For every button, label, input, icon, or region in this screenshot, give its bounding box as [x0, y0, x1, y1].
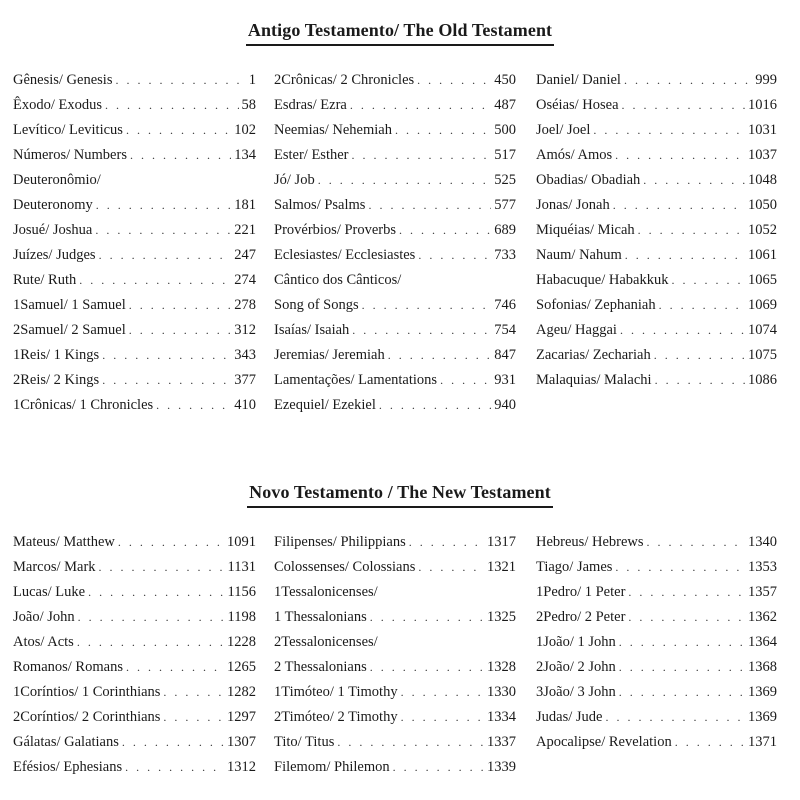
page-number: 577 — [494, 197, 516, 213]
toc-entry — [274, 555, 516, 580]
toc-entry — [274, 393, 516, 418]
book-name: 1João/ 1 John — [536, 634, 616, 650]
toc-entry — [274, 243, 516, 268]
toc-entry — [13, 93, 256, 118]
dot-leader — [88, 580, 224, 605]
toc-entry — [274, 193, 516, 218]
dot-leader — [393, 755, 484, 780]
toc-entry — [274, 368, 516, 393]
page-number: 410 — [234, 397, 256, 413]
book-name: Gálatas/ Galatians — [13, 734, 119, 750]
toc-entry — [13, 168, 256, 193]
page-number: 1330 — [487, 684, 516, 700]
dot-leader — [102, 368, 231, 393]
book-name: 1Samuel/ 1 Samuel — [13, 297, 126, 313]
book-name: Zacarias/ Zechariah — [536, 347, 651, 363]
page-number: 1065 — [748, 272, 777, 288]
dot-leader — [379, 393, 491, 418]
dot-leader — [125, 755, 224, 780]
book-name: 1Reis/ 1 Kings — [13, 347, 100, 363]
book-name: Rute/ Ruth — [13, 272, 77, 288]
dot-leader — [605, 705, 745, 730]
book-name: 2João/ 2 John — [536, 659, 616, 675]
book-name: Lucas/ Luke — [13, 584, 86, 600]
toc-entry — [536, 655, 777, 680]
book-name: Filipenses/ Philippians — [274, 534, 406, 550]
toc-entry — [274, 655, 516, 680]
page-number: 1198 — [227, 609, 256, 625]
book-name: Mateus/ Matthew — [13, 534, 115, 550]
page-number: 1048 — [748, 172, 777, 188]
toc-entry — [536, 605, 777, 630]
book-name: Isaías/ Isaiah — [274, 322, 350, 338]
toc-entry — [536, 580, 777, 605]
dot-leader — [126, 655, 224, 680]
dot-leader — [126, 118, 231, 143]
toc-entry — [536, 193, 777, 218]
dot-leader — [654, 343, 745, 368]
toc-entry — [536, 368, 777, 393]
book-name: Hebreus/ Hebrews — [536, 534, 644, 550]
dot-leader — [118, 530, 224, 555]
dot-leader — [675, 730, 745, 755]
page-number: 1086 — [748, 372, 777, 388]
page-number: 1321 — [487, 559, 516, 575]
dot-leader — [99, 555, 225, 580]
dot-leader — [615, 555, 745, 580]
page-number: 134 — [234, 147, 256, 163]
page-number: 1328 — [487, 659, 516, 675]
toc-entry — [13, 680, 256, 705]
dot-leader — [655, 368, 745, 393]
dot-leader — [388, 343, 492, 368]
book-name: Jonas/ Jonah — [536, 197, 610, 213]
book-name: 2Crônicas/ 2 Chronicles — [274, 72, 415, 88]
dot-leader — [370, 655, 484, 680]
page-number: 377 — [234, 372, 256, 388]
dot-leader — [318, 168, 492, 193]
book-name: Oséias/ Hosea — [536, 97, 619, 113]
page-number: 1016 — [748, 97, 777, 113]
page-number: 450 — [494, 72, 516, 88]
book-name: Deuteronômio/ — [13, 172, 101, 188]
dot-leader — [417, 68, 491, 93]
page-number: 931 — [494, 372, 516, 388]
toc-entry — [274, 755, 516, 780]
book-name: 1Timóteo/ 1 Timothy — [274, 684, 398, 700]
new-testament-heading: Novo Testamento / The New Testament — [247, 482, 553, 508]
page-number: 1037 — [748, 147, 777, 163]
page-number: 746 — [494, 297, 516, 313]
book-name: Apocalipse/ Revelation — [536, 734, 672, 750]
toc-entry — [536, 730, 777, 755]
toc-entry — [274, 580, 516, 605]
dot-leader — [129, 293, 231, 318]
dot-leader — [620, 318, 745, 343]
dot-leader — [99, 243, 232, 268]
book-name: 2Timóteo/ 2 Timothy — [274, 709, 398, 725]
book-name: Jeremias/ Jeremiah — [274, 347, 385, 363]
toc-entry — [536, 530, 777, 555]
dot-leader — [368, 193, 491, 218]
book-name: Malaquias/ Malachi — [536, 372, 652, 388]
toc-entry — [274, 293, 516, 318]
book-name: Esdras/ Ezra — [274, 97, 347, 113]
dot-leader — [593, 118, 745, 143]
toc-entry — [13, 368, 256, 393]
book-name: Habacuque/ Habakkuk — [536, 272, 669, 288]
page-number: 1369 — [748, 684, 777, 700]
page-number: 221 — [234, 222, 256, 238]
toc-entry — [274, 118, 516, 143]
book-name: Josué/ Joshua — [13, 222, 93, 238]
toc-entry — [536, 168, 777, 193]
book-name: Efésios/ Ephesians — [13, 759, 123, 775]
dot-leader — [163, 705, 224, 730]
dot-leader — [105, 93, 238, 118]
page-number: 1228 — [227, 634, 256, 650]
page-number: 1357 — [748, 584, 777, 600]
dot-leader — [78, 605, 225, 630]
page-number: 1371 — [748, 734, 777, 750]
dot-leader — [352, 143, 492, 168]
book-name: 3João/ 3 John — [536, 684, 616, 700]
book-name: Deuteronomy — [13, 197, 93, 213]
page-number: 1050 — [748, 197, 777, 213]
toc-entry — [13, 655, 256, 680]
page-number: 58 — [241, 97, 256, 113]
dot-leader — [619, 680, 745, 705]
dot-leader — [115, 68, 245, 93]
book-name: Sofonias/ Zephaniah — [536, 297, 656, 313]
toc-entry — [274, 605, 516, 630]
dot-leader — [337, 730, 484, 755]
book-name: Ester/ Esther — [274, 147, 349, 163]
toc-entry — [13, 318, 256, 343]
page-number: 312 — [234, 322, 256, 338]
page-number: 1334 — [487, 709, 516, 725]
dot-leader — [79, 268, 231, 293]
book-name: João/ John — [13, 609, 75, 625]
page-number: 500 — [494, 122, 516, 138]
dot-leader — [401, 705, 484, 730]
page-number: 1362 — [748, 609, 777, 625]
toc-entry — [274, 268, 516, 293]
dot-leader — [102, 343, 231, 368]
book-name: Ezequiel/ Ezekiel — [274, 397, 376, 413]
toc-entry — [274, 68, 516, 93]
toc-entry — [13, 730, 256, 755]
toc-entry — [536, 243, 777, 268]
dot-leader — [409, 530, 484, 555]
toc-entry — [13, 218, 256, 243]
toc-entry — [274, 680, 516, 705]
toc-entry — [13, 393, 256, 418]
toc-entry — [274, 218, 516, 243]
toc-entry — [536, 268, 777, 293]
book-name: Obadias/ Obadiah — [536, 172, 641, 188]
toc-entry — [13, 605, 256, 630]
ot-column-1 — [13, 68, 256, 418]
toc-entry — [536, 705, 777, 730]
book-name: Atos/ Acts — [13, 634, 74, 650]
page-number: 1091 — [227, 534, 256, 550]
page-number: 1368 — [748, 659, 777, 675]
book-name: 1Tessalonicenses/ — [274, 584, 378, 600]
book-name: Levítico/ Leviticus — [13, 122, 123, 138]
toc-entry — [274, 530, 516, 555]
page-number: 1297 — [227, 709, 256, 725]
page-number: 1282 — [227, 684, 256, 700]
page-number: 278 — [234, 297, 256, 313]
page-number: 847 — [494, 347, 516, 363]
book-name: Colossenses/ Colossians — [274, 559, 416, 575]
toc-entry — [13, 193, 256, 218]
dot-leader — [95, 218, 231, 243]
toc-entry — [274, 343, 516, 368]
page-number: 1307 — [227, 734, 256, 750]
toc-entry — [274, 168, 516, 193]
book-name: Tito/ Titus — [274, 734, 335, 750]
book-name: Marcos/ Mark — [13, 559, 96, 575]
dot-leader — [418, 555, 484, 580]
book-name: Judas/ Jude — [536, 709, 603, 725]
toc-entry — [13, 580, 256, 605]
book-name: Cântico dos Cânticos/ — [274, 272, 402, 288]
dot-leader — [619, 630, 745, 655]
page-number: 102 — [234, 122, 256, 138]
page-number: 1353 — [748, 559, 777, 575]
page-number: 181 — [234, 197, 256, 213]
dot-leader — [659, 293, 745, 318]
page-number: 1069 — [748, 297, 777, 313]
book-name: Song of Songs — [274, 297, 359, 313]
book-name: Naum/ Nahum — [536, 247, 622, 263]
dot-leader — [370, 605, 484, 630]
dot-leader — [395, 118, 491, 143]
page-number: 274 — [234, 272, 256, 288]
book-name: 2Tessalonicenses/ — [274, 634, 378, 650]
book-name: Romanos/ Romans — [13, 659, 123, 675]
page-number: 1340 — [748, 534, 777, 550]
dot-leader — [130, 143, 231, 168]
book-name: Tiago/ James — [536, 559, 613, 575]
book-name: Eclesiastes/ Ecclesiastes — [274, 247, 416, 263]
toc-entry — [13, 705, 256, 730]
toc-entry — [274, 143, 516, 168]
book-name: Neemias/ Nehemiah — [274, 122, 392, 138]
dot-leader — [350, 93, 491, 118]
book-name: Miquéias/ Micah — [536, 222, 635, 238]
nt-column-3 — [536, 530, 777, 755]
page-number: 1 — [248, 72, 256, 88]
page-number: 1156 — [227, 584, 256, 600]
toc-entry — [274, 730, 516, 755]
page-number: 487 — [494, 97, 516, 113]
page-number: 1265 — [227, 659, 256, 675]
toc-entry — [536, 555, 777, 580]
book-name: 2Samuel/ 2 Samuel — [13, 322, 126, 338]
toc-entry — [536, 118, 777, 143]
toc-entry — [13, 343, 256, 368]
page-number: 1031 — [748, 122, 777, 138]
toc-entry — [13, 143, 256, 168]
dot-leader — [628, 605, 745, 630]
toc-entry — [536, 68, 777, 93]
nt-column-2 — [274, 530, 516, 780]
dot-leader — [613, 193, 745, 218]
toc-entry — [536, 318, 777, 343]
dot-leader — [401, 680, 484, 705]
book-name: 2 Thessalonians — [274, 659, 367, 675]
page-number: 1075 — [748, 347, 777, 363]
book-name: Êxodo/ Exodus — [13, 97, 103, 113]
toc-entry — [536, 143, 777, 168]
page-number: 1074 — [748, 322, 777, 338]
book-name: 2Pedro/ 2 Peter — [536, 609, 626, 625]
toc-entry — [13, 555, 256, 580]
toc-entry — [536, 218, 777, 243]
page-number: 754 — [494, 322, 516, 338]
book-name: 1 Thessalonians — [274, 609, 367, 625]
toc-entry — [536, 630, 777, 655]
old-testament-heading: Antigo Testamento/ The Old Testament — [246, 20, 554, 46]
toc-entry — [536, 343, 777, 368]
book-name: Filemom/ Philemon — [274, 759, 390, 775]
dot-leader — [647, 530, 745, 555]
dot-leader — [362, 293, 492, 318]
dot-leader — [619, 655, 745, 680]
dot-leader — [156, 393, 231, 418]
dot-leader — [96, 193, 232, 218]
page-number: 733 — [494, 247, 516, 263]
page-number: 999 — [755, 72, 777, 88]
book-name: Ageu/ Haggai — [536, 322, 617, 338]
page-number: 1131 — [227, 559, 256, 575]
page-number: 247 — [234, 247, 256, 263]
page-number: 1052 — [748, 222, 777, 238]
page-number: 1325 — [487, 609, 516, 625]
toc-entry — [13, 268, 256, 293]
book-name: Jó/ Job — [274, 172, 315, 188]
dot-leader — [622, 93, 745, 118]
dot-leader — [163, 680, 224, 705]
book-name: Amós/ Amos — [536, 147, 613, 163]
book-name: Gênesis/ Genesis — [13, 72, 113, 88]
dot-leader — [615, 143, 745, 168]
dot-leader — [638, 218, 745, 243]
toc-entry — [13, 118, 256, 143]
page-number: 525 — [494, 172, 516, 188]
toc-entry — [13, 755, 256, 780]
dot-leader — [352, 318, 491, 343]
toc-entry — [536, 293, 777, 318]
book-name: Provérbios/ Proverbs — [274, 222, 397, 238]
page-number: 1339 — [487, 759, 516, 775]
nt-column-1 — [13, 530, 256, 780]
dot-leader — [129, 318, 231, 343]
book-name: Juízes/ Judges — [13, 247, 96, 263]
toc-entry — [13, 293, 256, 318]
book-name: Joel/ Joel — [536, 122, 591, 138]
page-number: 1317 — [487, 534, 516, 550]
page-number: 940 — [494, 397, 516, 413]
dot-leader — [624, 68, 752, 93]
book-name: Números/ Numbers — [13, 147, 127, 163]
dot-leader — [399, 218, 491, 243]
page-number: 1337 — [487, 734, 516, 750]
ot-column-2 — [274, 68, 516, 418]
page-number: 517 — [494, 147, 516, 163]
toc-entry — [13, 530, 256, 555]
dot-leader — [625, 243, 745, 268]
book-name: 2Reis/ 2 Kings — [13, 372, 100, 388]
page-number: 1312 — [227, 759, 256, 775]
book-name: Daniel/ Daniel — [536, 72, 621, 88]
page-number: 1369 — [748, 709, 777, 725]
toc-entry — [536, 93, 777, 118]
toc-entry — [274, 705, 516, 730]
page-number: 1364 — [748, 634, 777, 650]
dot-leader — [440, 368, 491, 393]
dot-leader — [671, 268, 745, 293]
page-number: 689 — [494, 222, 516, 238]
ot-column-3 — [536, 68, 777, 393]
dot-leader — [418, 243, 491, 268]
toc-entry — [13, 243, 256, 268]
book-name: 1Crônicas/ 1 Chronicles — [13, 397, 154, 413]
toc-entry — [274, 630, 516, 655]
dot-leader — [643, 168, 745, 193]
toc-entry — [274, 93, 516, 118]
dot-leader — [628, 580, 745, 605]
toc-entry — [13, 68, 256, 93]
book-name: 1Coríntios/ 1 Corinthians — [13, 684, 161, 700]
book-name: 1Pedro/ 1 Peter — [536, 584, 626, 600]
toc-entry — [274, 318, 516, 343]
page-number: 343 — [234, 347, 256, 363]
toc-entry — [536, 680, 777, 705]
dot-leader — [122, 730, 224, 755]
page-number: 1061 — [748, 247, 777, 263]
dot-leader — [77, 630, 224, 655]
book-name: 2Coríntios/ 2 Corinthians — [13, 709, 161, 725]
book-name: Lamentações/ Lamentations — [274, 372, 438, 388]
book-name: Salmos/ Psalms — [274, 197, 366, 213]
toc-entry — [13, 630, 256, 655]
